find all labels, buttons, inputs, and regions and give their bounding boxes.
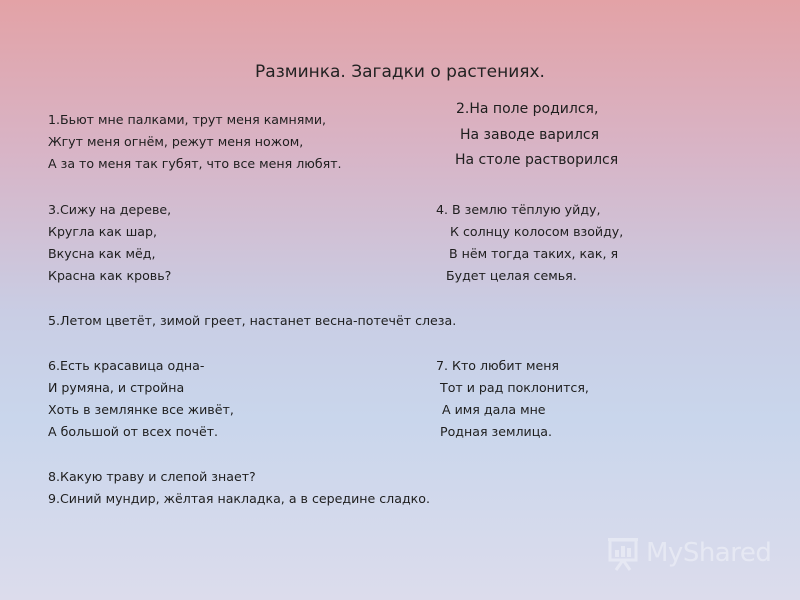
- slide-title: Разминка. Загадки о растениях.: [255, 62, 545, 82]
- riddle-3-line-4: Красна как кровь?: [48, 268, 172, 283]
- riddle-2-line-3: На столе растворился: [455, 152, 619, 168]
- riddle-4-line-3: В нём тогда таких, как, я: [449, 246, 619, 261]
- riddle-2-line-1: 2.На поле родился,: [456, 101, 599, 117]
- watermark: [606, 536, 772, 572]
- riddle-3-line-3: Вкусна как мёд,: [48, 246, 156, 261]
- riddle-7-line-4: Родная землица.: [440, 424, 553, 439]
- riddle-6-line-3: Хоть в землянке все живёт,: [48, 402, 234, 417]
- watermark-text: MyShared: [646, 538, 772, 568]
- riddle-6-line-4: А большой от всех почёт.: [48, 424, 219, 439]
- riddle-4-line-1: 4. В землю тёплую уйду,: [436, 202, 601, 217]
- riddle-1-line-3: А за то меня так губят, что все меня любят.: [48, 156, 342, 171]
- riddle-6-line-2: И румяна, и стройна: [48, 380, 185, 395]
- riddle-2-line-2: На заводе варился: [460, 127, 600, 143]
- riddle-9: 9.Синий мундир, жёлтая накладка, а в середине сладко.: [48, 491, 430, 506]
- riddle-7-line-2: Тот и рад поклонится,: [440, 380, 589, 395]
- riddle-7-line-1: 7. Кто любит меня: [436, 358, 560, 373]
- riddle-4-line-2: К солнцу колосом взойду,: [450, 224, 624, 239]
- riddle-1-line-2: Жгут меня огнём, режут меня ножом,: [48, 134, 304, 149]
- riddle-3-line-1: 3.Сижу на дереве,: [48, 202, 172, 217]
- riddle-4-line-4: Будет целая семья.: [446, 268, 577, 283]
- riddle-6-line-1: 6.Есть красавица одна-: [48, 358, 205, 373]
- riddle-5: 5.Летом цветёт, зимой греет, настанет весна-потечёт слеза.: [48, 313, 457, 328]
- riddle-3-line-2: Кругла как шар,: [48, 224, 157, 239]
- riddle-7-line-3: А имя дала мне: [442, 402, 546, 417]
- presentation-board-icon: [606, 536, 642, 572]
- riddle-1-line-1: 1.Бьют мне палками, трут меня камнями,: [48, 112, 327, 127]
- riddle-8: 8.Какую траву и слепой знает?: [48, 469, 256, 484]
